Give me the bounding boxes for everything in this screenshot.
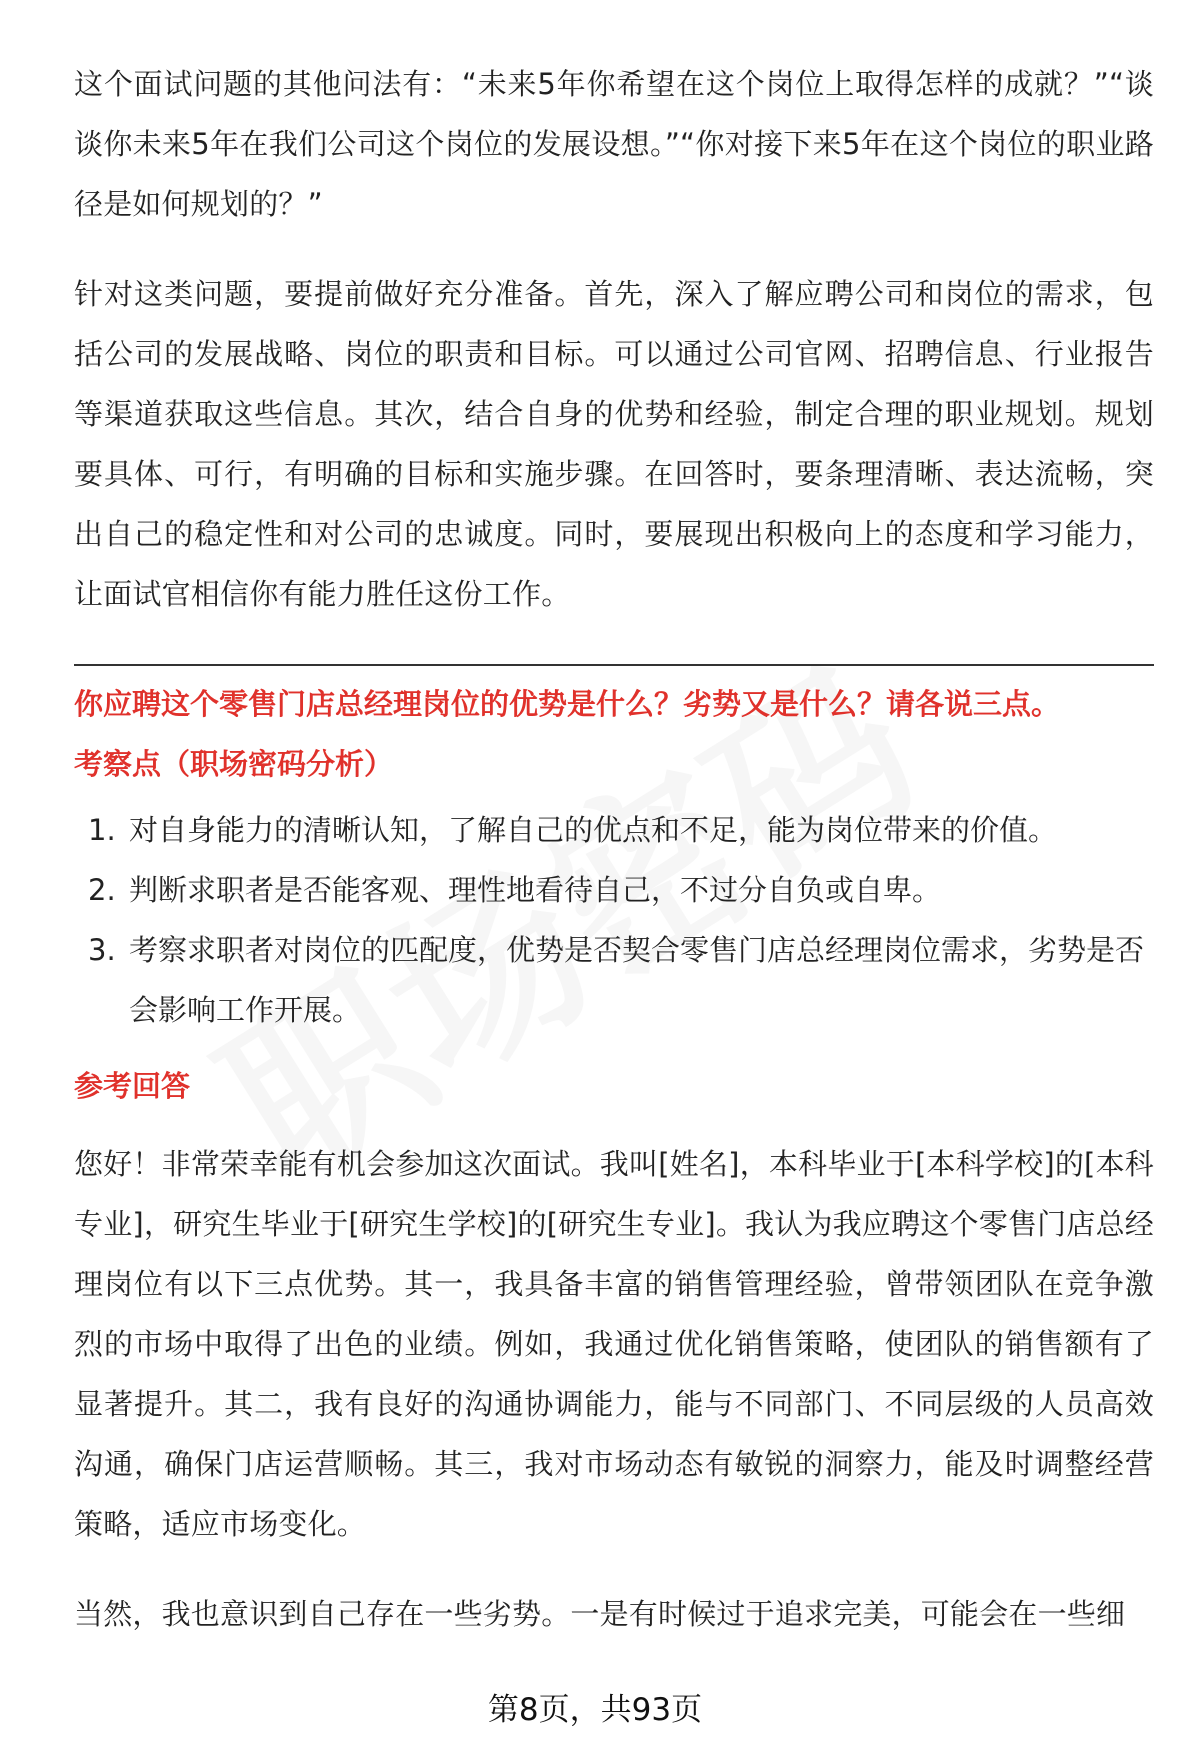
preparation-paragraph: 针对这类问题，要提前做好充分准备。首先，深入了解应聘公司和岗位的需求，包括公司的发展战略、岗位的职责和目标。可以通过公司官网、招聘信息、行业报告等渠道获取这些信息。其次，结合自身的优势和经验，制定合理的职业规划。规划要具体、可行，有明确的目标和实施步骤。在回答时，要条理清晰、表达流畅，突出自己的稳定性和对公司的忠诚度。同时，要展现出积极向上的态度和学习能力，让面试官相信你有能力胜任这份工作。 — [74, 277, 1154, 611]
list-item-number: 3. — [88, 933, 116, 967]
focus-heading: 考察点（职场密码分析） — [74, 747, 394, 781]
list-item — [74, 800, 1154, 860]
page-number: 第8页，共93页 — [487, 1692, 703, 1728]
list-item — [74, 860, 1154, 920]
list-item-number: 2. — [88, 873, 116, 907]
answer-heading: 参考回答 — [74, 1069, 191, 1103]
content-area — [74, 54, 1154, 1644]
list-item-text: 对自身能力的清晰认知，了解自己的优点和不足，能为岗位带来的价值。 — [129, 813, 1058, 847]
alt-questions-paragraph: 这个面试问题的其他问法有：“未来5年你希望在这个岗位上取得怎样的成就？”“谈谈你未来5年在我们公司这个岗位的发展设想。”“你对接下来5年在这个岗位的职业路径是如何规划的？” — [74, 67, 1154, 221]
question-title: 你应聘这个零售门店总经理岗位的优势是什么？劣势又是什么？请各说三点。 — [74, 687, 1061, 721]
list-item — [74, 920, 1154, 1040]
section-divider — [74, 664, 1154, 666]
list-item-text: 考察求职者对岗位的匹配度，优势是否契合零售门店总经理岗位需求，劣势是否会影响工作开展。 — [129, 933, 1145, 1027]
answer-paragraph: 当然，我也意识到自己存在一些劣势。一是有时候过于追求完美，可能会在一些细 — [74, 1597, 1126, 1631]
answer-paragraph: 您好！非常荣幸能有机会参加这次面试。我叫[姓名]，本科毕业于[本科学校]的[本科专业]，研究生毕业于[研究生学校]的[研究生专业]。我认为我应聘这个零售门店总经理岗位有以下三点优势。其一，我具备丰富的销售管理经验，曾带领团队在竞争激烈的市场中取得了出色的业绩。例如，我通过优化销售策略，使团队的销售额有了显著提升。其二，我有良好的沟通协调能力，能与不同部门、不同层级的人员高效沟通，确保门店运营顺畅。其三，我对市场动态有敏锐的洞察力，能及时调整经营策略，适应市场变化。 — [74, 1147, 1154, 1541]
list-item-text: 判断求职者是否能客观、理性地看待自己，不过分自负或自卑。 — [129, 873, 942, 907]
focus-list — [74, 800, 1154, 1040]
list-item-number: 1. — [88, 813, 116, 847]
